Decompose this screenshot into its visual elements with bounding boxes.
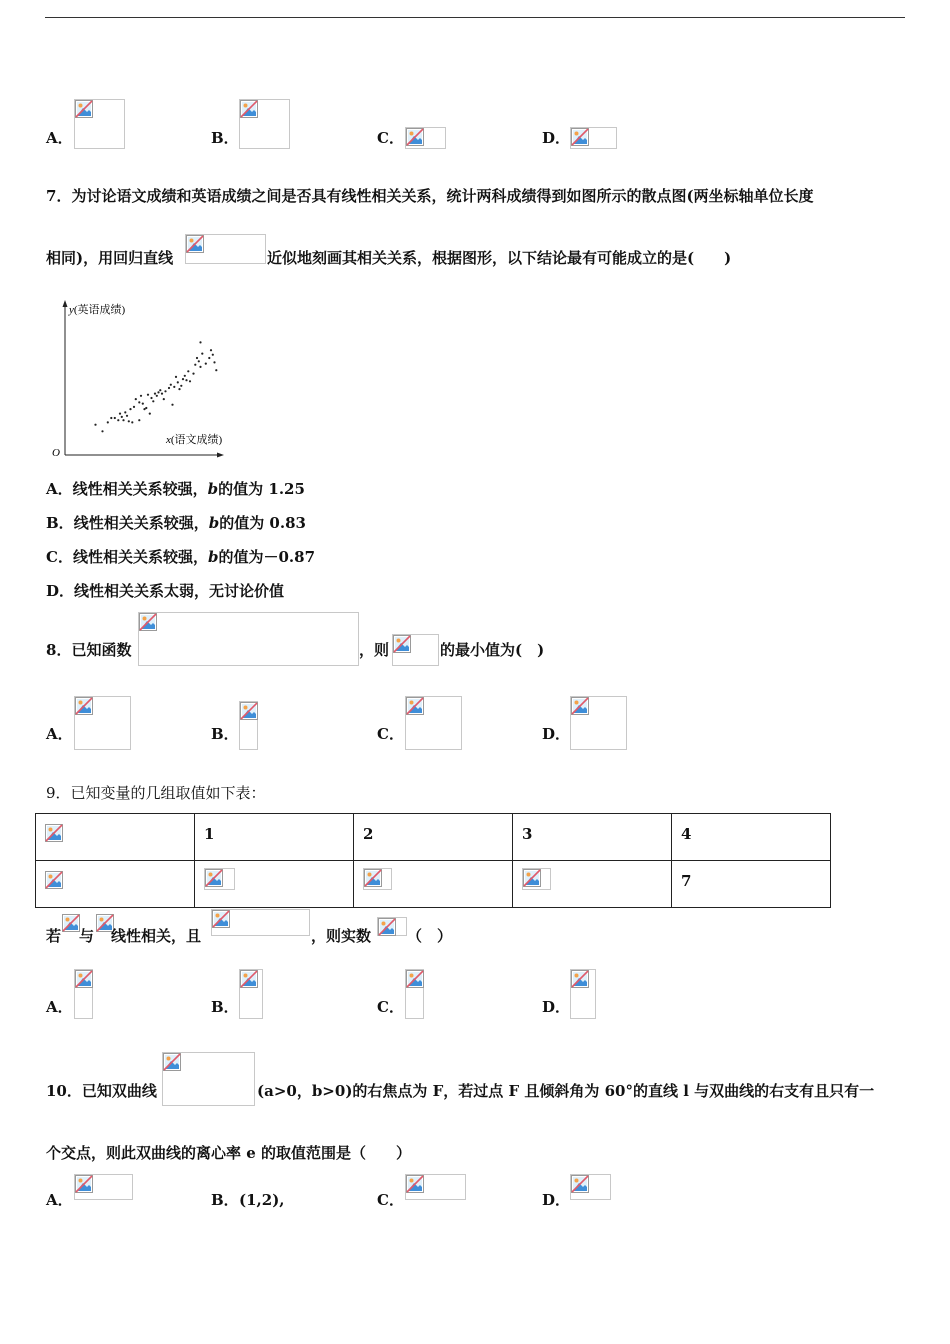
broken-image-icon [75,697,93,715]
q9-x1: 1 [204,825,215,843]
q8-option-c-label: C． [377,725,404,743]
scatter-point [138,401,140,403]
q9-option-c-image [405,969,424,1019]
scatter-point [147,394,149,396]
scatter-point [173,386,175,388]
scatter-point [121,416,123,418]
table-cell [195,814,354,861]
broken-image-icon [406,128,424,146]
scatter-point [101,430,103,432]
q10-option-b-label: B． [211,1191,239,1209]
q8-option-a-image [74,696,131,750]
scatter-point [201,353,203,355]
q7-option-c-var: b [207,548,219,566]
scatter-point [163,398,165,400]
scatter-point [94,424,96,426]
table-cell [672,814,831,861]
q9-var-m-image [377,917,407,936]
q9-option-a-image [74,969,93,1019]
q9-regression-image [211,909,310,936]
q8-stem-start [46,640,131,660]
q8-text-b: ，则 [359,641,390,659]
broken-image-icon [45,824,63,842]
q9-option-d-label: D． [542,998,571,1016]
q7-option-a-text: 线性相关关系较强， [72,480,208,498]
broken-image-icon [139,613,157,631]
scatter-point [178,388,180,390]
broken-image-icon [571,128,589,146]
scatter-point [198,360,200,362]
scatter-point [164,390,166,392]
scatter-point [135,398,137,400]
scatter-point [196,357,198,359]
q10-option-a-image [74,1174,133,1200]
scatter-point [170,384,172,386]
q7-option-a-value: 的值为 1.25 [218,480,305,498]
scatter-point [119,413,121,415]
scatter-point [208,357,210,359]
q8-option-d-label: D． [542,725,571,743]
q8-option-b-image [239,701,258,750]
scatter-point [184,375,186,377]
table-cell [513,814,672,861]
scatter-point [182,378,184,380]
scatter-point [133,406,135,408]
broken-image-icon [62,914,80,932]
q8-option-c-image [405,696,462,750]
scatter-point [213,361,215,363]
q7-option-b-letter: B． [46,514,74,532]
broken-image-icon [75,970,93,988]
table-cell [513,861,672,908]
q9-option-b-label: B． [211,998,239,1016]
q7-option-b-var: b [208,514,220,532]
q6-option-a-image [74,99,125,149]
scatter-point [205,363,207,365]
broken-image-icon [240,100,258,118]
q9-y4: 7 [681,872,692,890]
scatter-point [189,380,191,382]
q9-option-d-image [570,969,596,1019]
broken-image-icon [571,697,589,715]
q7-option-c [46,547,315,567]
broken-image-icon [186,235,204,253]
q8-option-d-image [570,696,627,750]
q8-text-a: ．已知函数 [56,641,132,659]
broken-image-icon [240,702,258,720]
scatter-point [110,417,112,419]
scatter-point [107,421,109,423]
scatter-point [152,400,154,402]
table-cell [354,861,513,908]
q10-text-a: ．已知双曲线 [66,1082,157,1100]
origin-label: O [52,447,60,459]
q7-line2-end: 近似地刻画其相关关系，根据图形，以下结论最有可能成立的是( ) [267,249,732,267]
q9-x-label-image [45,824,62,841]
table-cell [672,861,831,908]
q9-x2: 2 [363,825,374,843]
q10-line2: 个交点，则此双曲线的离心率 e 的取值范围是（ ） [46,1144,411,1162]
q10-option-d-image [570,1174,611,1200]
q10-option-c-label: C． [377,1191,404,1209]
q6-option-c-image [405,127,446,149]
scatter-point [159,389,161,391]
scatter-point [122,419,124,421]
q6-option-b-label: B． [211,129,239,147]
q6-option-c-label: C． [377,129,404,147]
scatter-point [131,421,133,423]
broken-image-icon [75,100,93,118]
q7-option-b [46,513,306,533]
scatter-point [210,349,212,351]
broken-image-icon [393,635,411,653]
q9-y2-image [363,868,392,890]
x-axis-label: x(语文成绩) [166,434,223,446]
q7-option-d-text: 线性相关关系太弱，无讨论价值 [74,582,285,600]
scatter-point [138,419,140,421]
q9-x4: 4 [681,825,692,843]
scatter-point [154,393,156,395]
broken-image-icon [240,970,258,988]
scatter-point [150,397,152,399]
q9-cond-a: 若 [46,927,62,945]
q9-var-y-image [62,914,79,936]
broken-image-icon [75,1175,93,1193]
scatter-point [161,393,163,395]
scatter-points [94,341,217,432]
q7-option-c-value: 的值为－0.87 [218,548,316,566]
q9-cond-c: 线性相关，且 [111,927,202,945]
q9-cond-b: 与 [79,927,95,945]
q7-line2-start: 相同)，用回归直线 [46,249,174,267]
table-cell [36,861,195,908]
q10-number: 10 [46,1082,67,1100]
table-cell [36,814,195,861]
y-axis-arrow [63,300,68,307]
broken-image-icon [406,970,424,988]
q7-option-a [46,479,305,499]
scatter-point [199,366,201,368]
q7-option-c-text: 线性相关关系较强， [72,548,208,566]
q9-option-c-label: C． [377,998,404,1016]
scatter-point [126,415,128,417]
scatter-point [149,413,151,415]
scatter-point [168,387,170,389]
broken-image-icon [378,918,396,936]
q10-stem-start [46,1081,157,1101]
scatter-point [212,354,214,356]
q9-y-label-image [45,871,62,889]
q7-line1 [46,186,814,206]
scatter-point [124,411,126,413]
q6-option-d-label: D． [542,129,571,147]
q10-option-a-label: A． [46,1191,73,1209]
q9-stem [46,783,266,803]
q7-number: 7 [46,187,57,205]
q7-option-d-letter: D． [46,582,75,600]
scatter-point [185,379,187,381]
broken-image-icon [205,869,223,887]
q10-option-b-value: (1,2), [239,1191,285,1209]
q10-text-b: (a>0，b>0)的右焦点为 F，若过点 F 且倾斜角为 60°的直线 l 与双曲线的右支有且只有一 [257,1082,875,1100]
q9-option-b-image [239,969,263,1019]
scatter-point [171,404,173,406]
q6-option-a-label: A． [46,129,73,147]
scatter-point [156,395,158,397]
table-row [36,814,831,861]
q10-hyperbola-image [162,1052,255,1106]
q7-option-a-var: b [207,480,219,498]
table-cell [354,814,513,861]
scatter-point [114,417,116,419]
q7-option-c-letter: C． [46,548,73,566]
scatter-point [140,395,142,397]
broken-image-icon [406,1175,424,1193]
q6-option-d-image [570,127,617,149]
broken-image-icon [523,869,541,887]
scatter-point [187,370,189,372]
scatter-point [177,381,179,383]
q8-function-image [138,612,359,666]
scatter-point [145,407,147,409]
q7-scatter-plot [48,298,238,464]
scatter-point [175,376,177,378]
scatter-point [192,373,194,375]
q8-number: 8 [46,641,57,659]
q9-y1-image [204,868,235,890]
q7-option-a-letter: A． [46,480,73,498]
q9-number: 9 [46,784,56,802]
q8-expression-image [392,634,439,666]
broken-image-icon [364,869,382,887]
scatter-point [142,403,144,405]
q9-cond-d: ，则实数 [311,927,372,945]
broken-image-icon [571,1175,589,1193]
scatter-point [215,369,217,371]
q10-option-d-label: D． [542,1191,571,1209]
q9-text: ．已知变量的几组取值如下表： [55,784,266,802]
q9-x3: 3 [522,825,533,843]
header-rule [45,17,905,18]
x-axis-arrow [217,453,224,458]
q8-option-a-label: A． [46,725,73,743]
scatter-point [128,420,130,422]
q7-option-d [46,581,284,601]
table-row [36,861,831,908]
scatter-point [117,419,119,421]
scatter-point [157,391,159,393]
q10-option-c-image [405,1174,466,1200]
q7-regression-equation-image [185,234,266,264]
y-axis-label: y(英语成绩) [69,304,126,316]
q8-text-c: 的最小值为( ) [440,641,545,659]
q8-option-b-label: B． [211,725,239,743]
q6-option-b-image [239,99,290,149]
broken-image-icon [212,910,230,928]
q7-option-b-value: 的值为 0.83 [219,514,306,532]
q7-text-line1: ．为讨论语文成绩和英语成绩之间是否具有线性相关关系，统计两科成绩得到如图所示的散点图(两坐标轴单位长度 [56,187,814,205]
scatter-point [199,341,201,343]
q7-option-b-text: 线性相关关系较强， [73,514,209,532]
broken-image-icon [163,1053,181,1071]
q9-y3-image [522,868,551,890]
broken-image-icon [406,697,424,715]
broken-image-icon [571,970,589,988]
scatter-point [194,364,196,366]
table-cell [195,861,354,908]
q9-data-table [35,813,831,908]
scatter-point [180,385,182,387]
broken-image-icon [45,871,63,889]
scatter-point [129,408,131,410]
q9-option-a-label: A． [46,998,73,1016]
q9-var-x-image [96,914,112,936]
q9-cond-e: （ ） [407,927,453,945]
